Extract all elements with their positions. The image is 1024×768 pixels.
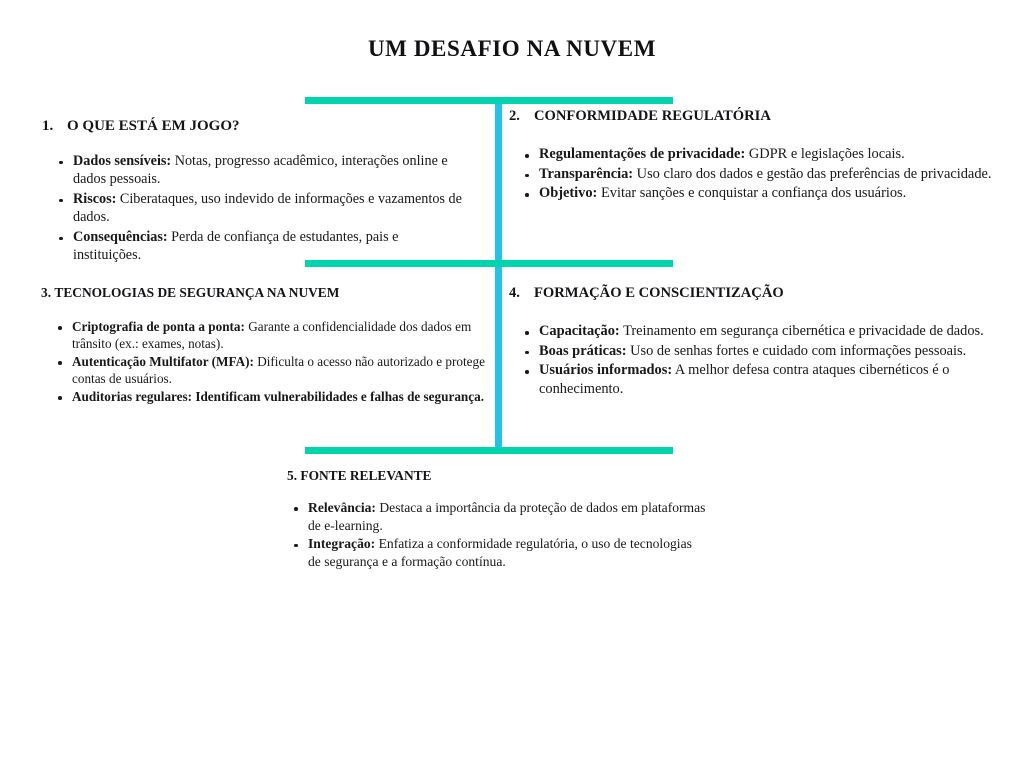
section-number: 1.	[42, 118, 54, 134]
bullet-text: Uso de senhas fortes e cuidado com informações pessoais.	[626, 342, 967, 359]
list-item	[55, 353, 493, 387]
bullet-lead: Regulamentações de privacidade:	[539, 146, 746, 162]
bullet-lead: Riscos:	[73, 190, 117, 207]
section-number: 5.	[287, 468, 298, 483]
list-item	[56, 228, 462, 265]
list-item	[522, 165, 1001, 184]
divider-horizontal-top	[305, 97, 673, 104]
bullet-text: GDPR e legislações locais.	[745, 146, 905, 162]
section-conformidade-regulatoria	[509, 108, 1001, 204]
section-formacao-e-conscientizacao	[509, 285, 1005, 400]
bullet-list	[55, 318, 493, 405]
bullet-lead: Transparência:	[539, 165, 634, 182]
list-item	[522, 184, 1001, 203]
section-heading	[41, 285, 493, 301]
bullet-lead: Capacitação:	[539, 323, 620, 339]
section-heading	[42, 118, 462, 135]
section-o-que-esta-em-jogo	[42, 118, 462, 266]
bullet-lead: Boas práticas:	[539, 342, 627, 359]
bullet-list	[522, 322, 1005, 399]
list-item	[291, 535, 707, 570]
bullet-lead: Criptografia de ponta a ponta:	[72, 319, 245, 334]
divider-horizontal-bottom	[305, 447, 673, 454]
list-item	[291, 499, 707, 534]
section-heading-label: CONFORMIDADE REGULATÓRIA	[534, 108, 771, 124]
section-heading-label: TECNOLOGIAS DE SEGURANÇA NA NUVEM	[54, 285, 340, 300]
bullet-lead: Consequências:	[73, 228, 168, 245]
divider-vertical	[495, 97, 502, 454]
bullet-text: Dificulta o acesso não autorizado e protege contas de usuários.	[72, 354, 485, 387]
bullet-text: Notas, progresso acadêmico, interações online e dados pessoais.	[73, 153, 448, 188]
section-number: 3.	[41, 285, 52, 300]
bullet-lead: Autenticação Multifator (MFA):	[72, 354, 254, 370]
bullet-list	[291, 499, 707, 571]
section-tecnologias-de-seguranca	[41, 285, 493, 406]
list-item	[522, 322, 1005, 341]
bullet-text: A melhor defesa contra ataques cibernéticos é o conhecimento.	[539, 362, 950, 398]
bullet-text: Enfatiza a conformidade regulatória, o uso de tecnologias de segurança e a formação contínua.	[308, 536, 692, 570]
bullet-text: Treinamento em segurança cibernética e privacidade de dados.	[619, 323, 984, 339]
list-item	[56, 152, 462, 189]
bullet-text: Ciberataques, uso indevido de informações e vazamentos de dados.	[73, 190, 462, 226]
bullet-text: Garante a confidencialidade dos dados em trânsito (ex.: exames, notas).	[72, 319, 472, 352]
bullet-lead: Usuários informados:	[539, 362, 673, 379]
bullet-lead: Dados sensíveis:	[73, 153, 172, 169]
section-heading-label: FONTE RELEVANTE	[300, 468, 432, 483]
bullet-list	[522, 145, 1001, 203]
list-item	[55, 318, 493, 352]
section-number: 2.	[509, 108, 520, 124]
bullet-text: Uso claro dos dados e gestão das preferências de privacidade.	[633, 165, 992, 182]
list-item	[522, 342, 1005, 361]
bullet-lead: Auditorias regulares: Identificam vulnerabilidades e falhas de segurança.	[72, 389, 484, 405]
list-item	[56, 190, 462, 227]
section-number: 4.	[509, 285, 520, 301]
bullet-lead: Integração:	[308, 536, 376, 552]
page-title: UM DESAFIO NA NUVEM	[367, 36, 657, 61]
section-heading	[509, 108, 1001, 125]
bullet-lead: Objetivo:	[539, 185, 598, 202]
section-heading-label: O QUE ESTÁ EM JOGO?	[67, 118, 240, 134]
section-heading-label: FORMAÇÃO E CONSCIENTIZAÇÃO	[534, 285, 784, 301]
bullet-text: Evitar sanções e conquistar a confiança dos usuários.	[597, 185, 907, 202]
bullet-text: Destaca a importância da proteção de dados em plataformas de e-learning.	[308, 500, 706, 533]
list-item	[55, 388, 493, 405]
list-item	[522, 361, 1005, 398]
list-item	[522, 145, 1001, 164]
bullet-lead: Relevância:	[308, 500, 376, 515]
section-heading	[287, 468, 707, 484]
section-fonte-relevante	[287, 468, 707, 572]
bullet-text: Perda de confiança de estudantes, pais e instituições.	[73, 228, 399, 264]
bullet-list	[56, 152, 462, 265]
section-heading	[509, 285, 1005, 302]
